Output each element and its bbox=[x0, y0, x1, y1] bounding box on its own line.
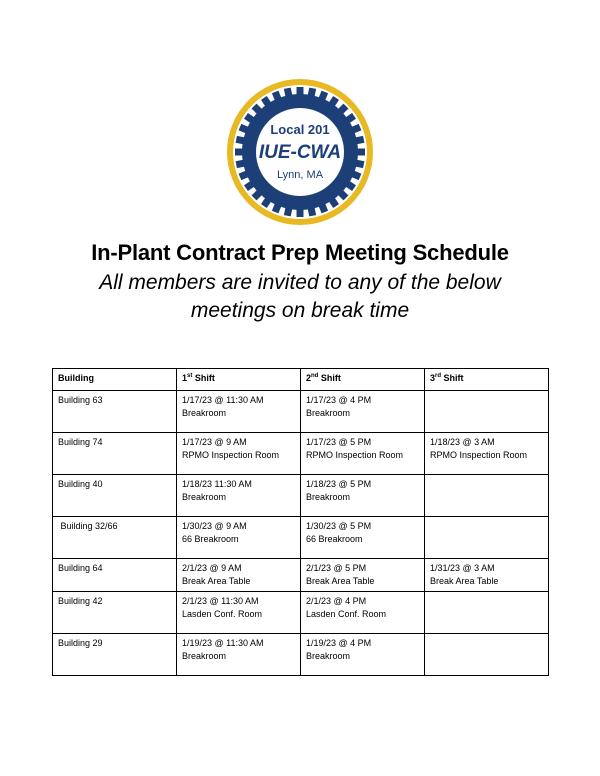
shift1-cell: 2/1/23 @ 9 AM Break Area Table bbox=[177, 559, 301, 592]
table-row bbox=[53, 592, 549, 634]
shift2-cell: 1/30/23 @ 5 PM 66 Breakroom bbox=[301, 517, 425, 559]
shift2-cell: 1/18/23 @ 5 PM Breakroom bbox=[301, 475, 425, 517]
page-subtitle bbox=[0, 269, 600, 325]
building-cell: Building 40 bbox=[53, 475, 177, 517]
shift2-cell: 1/17/23 @ 5 PM RPMO Inspection Room bbox=[301, 433, 425, 475]
shift1-cell: 1/17/23 @ 11:30 AM Breakroom bbox=[177, 391, 301, 433]
table-row bbox=[53, 433, 549, 475]
table-row bbox=[53, 634, 549, 676]
header-shift-1: 1st Shift bbox=[177, 369, 301, 391]
shift3-cell: 1/31/23 @ 3 AM Break Area Table bbox=[425, 559, 549, 592]
header-shift-2: 2nd Shift bbox=[301, 369, 425, 391]
building-cell: Building 42 bbox=[53, 592, 177, 634]
shift1-cell: 1/18/23 11:30 AM Breakroom bbox=[177, 475, 301, 517]
shift2-cell: 1/19/23 @ 4 PM Breakroom bbox=[301, 634, 425, 676]
shift2-cell: 2/1/23 @ 5 PM Break Area Table bbox=[301, 559, 425, 592]
building-cell: Building 29 bbox=[53, 634, 177, 676]
table-row bbox=[53, 391, 549, 433]
shift1-cell: 1/17/23 @ 9 AM RPMO Inspection Room bbox=[177, 433, 301, 475]
logo-local-text: Local 201 bbox=[270, 122, 330, 137]
header-building: Building bbox=[53, 369, 177, 391]
building-cell: Building 32/66 bbox=[53, 517, 177, 559]
subtitle-line-1: All members are invited to any of the below bbox=[99, 271, 501, 294]
shift2-cell: 1/17/23 @ 4 PM Breakroom bbox=[301, 391, 425, 433]
shift3-cell: 1/18/23 @ 3 AM RPMO Inspection Room bbox=[425, 433, 549, 475]
shift1-cell: 1/19/23 @ 11:30 AM Breakroom bbox=[177, 634, 301, 676]
shift1-cell: 1/30/23 @ 9 AM 66 Breakroom bbox=[177, 517, 301, 559]
table-header-row bbox=[53, 369, 549, 391]
shift3-cell bbox=[425, 475, 549, 517]
building-cell: Building 74 bbox=[53, 433, 177, 475]
shift3-cell bbox=[425, 634, 549, 676]
table-row bbox=[53, 517, 549, 559]
page-title: In-Plant Contract Prep Meeting Schedule bbox=[91, 240, 509, 265]
gear-seal-icon bbox=[226, 78, 374, 226]
building-cell: Building 63 bbox=[53, 391, 177, 433]
meeting-schedule-table bbox=[52, 368, 549, 676]
shift3-cell bbox=[425, 592, 549, 634]
union-logo bbox=[226, 78, 374, 226]
logo-union-text: IUE-CWA bbox=[258, 142, 342, 163]
table-row bbox=[53, 559, 549, 592]
shift1-cell: 2/1/23 @ 11:30 AM Lasden Conf. Room bbox=[177, 592, 301, 634]
shift2-cell: 2/1/23 @ 4 PM Lasden Conf. Room bbox=[301, 592, 425, 634]
header-shift-3: 3rd Shift bbox=[425, 369, 549, 391]
shift3-cell bbox=[425, 517, 549, 559]
building-cell: Building 64 bbox=[53, 559, 177, 592]
subtitle-line-2: meetings on break time bbox=[190, 299, 410, 322]
shift3-cell bbox=[425, 391, 549, 433]
table-row bbox=[53, 475, 549, 517]
logo-city-text: Lynn, MA bbox=[276, 169, 324, 181]
